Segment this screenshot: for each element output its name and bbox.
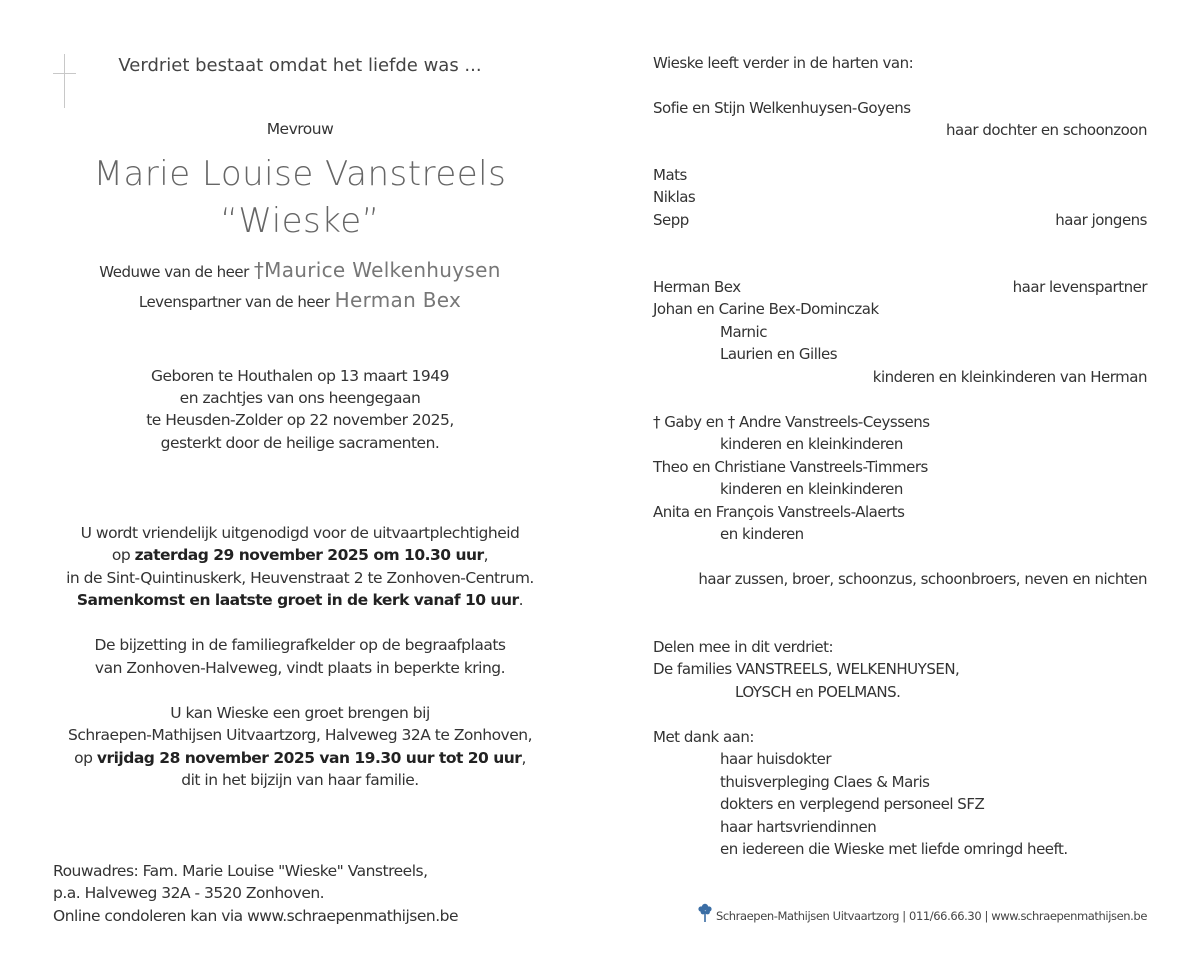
gathering-text: Samenkomst en laatste groet in de kerk vanaf 10 uur: [76, 591, 519, 609]
thanks-item: en iedereen die Wieske met liefde omringd heeft.: [720, 840, 1068, 858]
birth-line: en zachtjes van ons heengegaan: [179, 389, 421, 407]
birth-line: te Heusden-Zolder op 22 november 2025,: [146, 411, 454, 429]
sibling-family: kinderen en kleinkinderen: [720, 435, 903, 453]
sibling: Theo en Christiane Vanstreels-Timmers: [653, 458, 928, 476]
footer-text: Schraepen-Mathijsen Uitvaartzorg | 011/66.66.30 | www.schraepenmathijsen.be: [715, 909, 1147, 923]
funeral-pre: op: [111, 546, 135, 564]
thanks-item: haar huisdokter: [720, 750, 831, 768]
footer: [697, 903, 1147, 923]
honorific: Mevrouw: [266, 120, 334, 138]
visit-date-line: [0, 749, 600, 767]
birth-line: gesterkt door de heilige sacramenten.: [160, 434, 440, 452]
funeral-date: zaterdag 29 november 2025 om 10.30 uur: [134, 546, 484, 564]
visit-post: ,: [521, 749, 526, 767]
widow-line: [0, 258, 600, 282]
sibling: Anita en François Vanstreels-Alaerts: [653, 503, 905, 521]
birth-line: Geboren te Houthalen op 13 maart 1949: [150, 367, 449, 385]
funeral-line: U wordt vriendelijk uitgenodigd voor de uitvaartplechtigheid: [80, 524, 520, 542]
widow-prefix: Weduwe van de heer: [99, 263, 249, 281]
burial-line: van Zonhoven-Halveweg, vindt plaats in beperkte kring.: [94, 659, 506, 677]
visit-date: vrijdag 28 november 2025 van 19.30 uur tot 20 uur: [96, 749, 522, 767]
partner-child: Johan en Carine Bex-Dominczak: [653, 300, 879, 318]
partner-name: Herman Bex: [334, 288, 462, 312]
share-intro: Delen mee in dit verdriet:: [653, 638, 834, 656]
visit-line: dit in het bijzijn van haar familie.: [181, 771, 419, 789]
visit-line: Schraepen-Mathijsen Uitvaartzorg, Halveweg 32A te Zonhoven,: [67, 726, 533, 744]
thanks-item: dokters en verplegend personeel SFZ: [720, 795, 985, 813]
grandson: Niklas: [653, 188, 696, 206]
thanks-intro: Met dank aan:: [653, 728, 754, 746]
motto: Verdriet bestaat omdat het liefde was ...: [118, 55, 482, 76]
grandson: Mats: [653, 166, 687, 184]
deceased-nickname: “Wieske”: [220, 201, 380, 241]
partner-grandchild: Laurien en Gilles: [720, 345, 838, 363]
funeral-date-line: [0, 546, 600, 564]
partner-role: haar levenspartner: [1012, 278, 1147, 296]
funeral-place: in de Sint-Quintinuskerk, Heuvenstraat 2 te Zonhoven-Centrum.: [66, 569, 534, 587]
grandson: Sepp: [653, 211, 689, 229]
daughter: Sofie en Stijn Welkenhuysen-Goyens: [653, 99, 911, 117]
cross-symbol: †: [253, 258, 265, 282]
partner-grandchild: Marnic: [720, 323, 767, 341]
visit-pre: op: [74, 749, 97, 767]
deceased-name: Marie Louise Vanstreels: [93, 154, 507, 194]
condolence-line[interactable]: Online condoleren kan via www.schraepenmathijsen.be: [53, 907, 459, 925]
intro: Wieske leeft verder in de harten van:: [653, 54, 914, 72]
partner-kids-role: kinderen en kleinkinderen van Herman: [872, 368, 1147, 386]
gathering-line: [0, 591, 600, 609]
tree-logo-icon: [697, 903, 713, 923]
visit-line: U kan Wieske een groet brengen bij: [170, 704, 430, 722]
thanks-item: thuisverpleging Claes & Maris: [720, 773, 930, 791]
sibling-family: kinderen en kleinkinderen: [720, 480, 903, 498]
sibling: † Gaby en † Andre Vanstreels-Ceyssens: [653, 413, 930, 431]
families-line: De families VANSTREELS, WELKENHUYSEN,: [653, 660, 960, 678]
families-line: LOYSCH en POELMANS.: [735, 683, 901, 701]
siblings-role: haar zussen, broer, schoonzus, schoonbroers, neven en nichten: [698, 570, 1147, 588]
partner-prefix: Levenspartner van de heer: [138, 293, 330, 311]
address-line: Rouwadres: Fam. Marie Louise "Wieske" Vanstreels,: [53, 862, 428, 880]
burial-line: De bijzetting in de familiegrafkelder op de begraafplaats: [94, 636, 506, 654]
thanks-item: haar hartsvriendinnen: [720, 818, 877, 836]
partner: Herman Bex: [653, 278, 741, 296]
boys-role: haar jongens: [1055, 211, 1147, 229]
sibling-family: en kinderen: [720, 525, 804, 543]
daughter-role: haar dochter en schoonzoon: [946, 121, 1147, 139]
partner-line: [0, 288, 600, 312]
address-line: p.a. Halveweg 32A - 3520 Zonhoven.: [53, 884, 325, 902]
widow-name: Maurice Welkenhuysen: [264, 258, 501, 282]
funeral-post: ,: [483, 546, 489, 564]
gathering-post: .: [518, 591, 524, 609]
